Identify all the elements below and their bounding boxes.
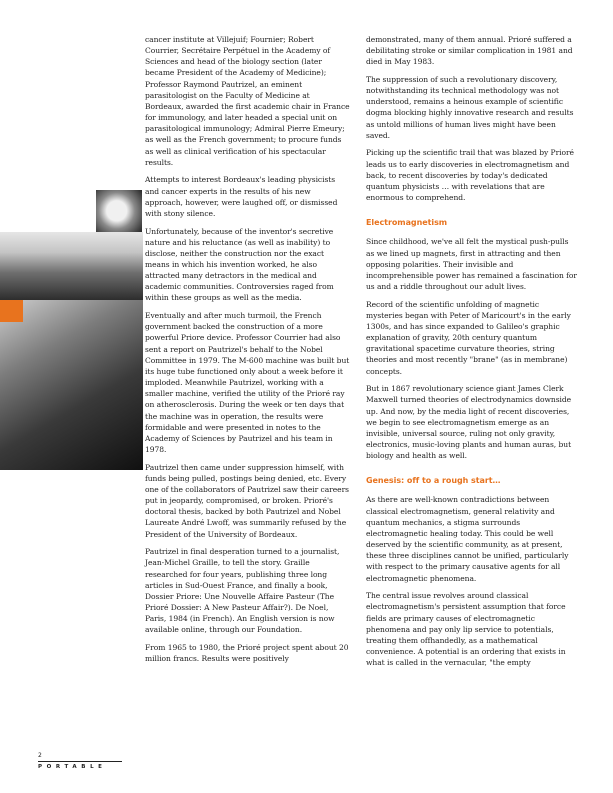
page-number: 2 <box>38 752 42 759</box>
left-column <box>145 34 350 671</box>
body-paragraph: Pautrizel in final desperation turned to a journalist, Jean-Michel Graille, to tell the story. Graille researched for four years, publishing three long articles in Sud-Ouest France, and finally a book, Dossier Priore: Une Nouvelle Affaire Pasteur (The Prioré Dossier: A New Pasteur Affair?). De Noel, Paris, 1984 (in French). An English version is now available online, through our Foundation. <box>145 547 340 635</box>
body-paragraph: Picking up the scientific trail that was blazed by Prioré leads us to early discoveries in electromagnetism and back, to recent discoveries by today's dedicated quantum physicists … with revelations that are enormous to comprehend. <box>366 148 574 203</box>
machine-photo <box>0 232 143 300</box>
body-paragraph: Since childhood, we've all felt the mystical push-pulls as we lined up magnets, first in attracting and then opposing polarities. Their invisible and incomprehensible power has remained a fascination for us and a riddle throughout our adult lives. <box>366 237 577 291</box>
body-paragraph: Record of the scientific unfolding of magnetic mysteries began with Peter of Maricourt's in the early 1300s, and has since expanded to Galileo's graphic explanation of gravity, 20th century quantum gravitational spacetime curvature theories, string theories and most recently "brane" (as in membrane) concepts. <box>366 299 571 376</box>
section-heading-electromagnetism: Electromagnetism <box>366 218 448 228</box>
body-paragraph: The central issue revolves around classical electromagnetism's persistent assumption that force fields are primary causes of electromagnetic phenomena and pay only lip service to potentials, treating them offhandedly, as a mathematical convenience. A potential is an ordering that exists in what is called in the vernacular, "the empty <box>366 591 566 668</box>
right-column <box>366 34 578 675</box>
body-paragraph: From 1965 to 1980, the Prioré project spent about 20 million francs. Results were positively <box>145 642 349 664</box>
body-paragraph: cancer institute at Villejuif; Fournier; Robert Courrier, Secrétaire Perpétuel in the Academy of Sciences and head of the biology section (later became President of the Academy of Medicine); Professor Raymond Pautrizel, an eminent parasitologist on the Faculty of Medicine at Bordeaux, awarded the first academic chair in France for immunology, and later headed a special unit on parasitological immunology; Admiral Pierre Emeury; as well as the French government; to procure funds as well as clinical verification of his spectacular results. <box>145 35 350 167</box>
body-paragraph: demonstrated, many of them annual. Prioré suffered a debilitating stroke or similar complication in 1981 and died in May 1983. <box>366 35 573 67</box>
body-paragraph: Attempts to interest Bordeaux's leading physicists and cancer experts in the results of his new approach, however, were laughed off, or dismissed with stony silence. <box>145 175 338 218</box>
section-heading-genesis: Genesis: off to a rough start… <box>366 476 501 486</box>
orange-accent-block <box>0 300 23 322</box>
body-paragraph: Eventually and after much turmoil, the French government backed the construction of a more powerful Priore device. Professor Courrier had also sent a report on Pautrizel's behalf to the Nobel Committee in 1979. The M-600 machine was built but its huge tube functioned only about a week before it imploded. Meanwhile Pautrizel, working with a smaller machine, verified the utility of the Prioré ray on atherosclerosis. During the week or ten days that the machine was in operation, the results were formidable and were presented in notes to the Academy of Sciences by Pautrizel and his team in 1978. <box>145 311 350 454</box>
body-paragraph: But in 1867 revolutionary science giant James Clerk Maxwell turned theories of electrodynamics downside up. And now, by the media light of recent discoveries, we begin to see electromagnetism emerge as an invisible, universal source, ruling not only gravity, electronics, music-loving plants and human auras, but biology and health as well. <box>366 384 572 461</box>
footer-rule <box>38 761 122 762</box>
body-paragraph: Pautrizel then came under suppression himself, with funds being pulled, postings being denied, etc. Every one of the collaborators of Pautrizel saw their careers put in jeopardy, compromised, or broken. Prioré's doctoral thesis, backed by both Pautrizel and Nobel Laureate André Lwoff, was summarily refused by the President of the University of Bordeaux. <box>145 462 349 539</box>
publication-label: PORTABLE <box>38 764 107 770</box>
body-paragraph: As there are well-known contradictions between classical electromagnetism, general relativity and quantum mechanics, a stigma surrounds electromagnetic healing today. This could be well deserved by the scientific community, as at present, these three disciplines cannot be unified, particularly with respect to the primary causative agents for all electromagnetic phenomena. <box>366 495 569 583</box>
body-paragraph: The suppression of such a revolutionary discovery, notwithstanding its technical methodology was not understood, remains a heinous example of scientific dogma blocking highly innovative research and results as untold millions of human lives might have been saved. <box>366 74 574 140</box>
body-paragraph: Unfortunately, because of the inventor's secretive nature and his reluctance (as well as inability) to disclose, neither the construction nor the exact means in which his invention worked, he also attracted many detractors in the medical and academic communities. Controversies raged from within these groups as well as the media. <box>145 226 334 303</box>
laboratory-photo <box>0 300 143 470</box>
